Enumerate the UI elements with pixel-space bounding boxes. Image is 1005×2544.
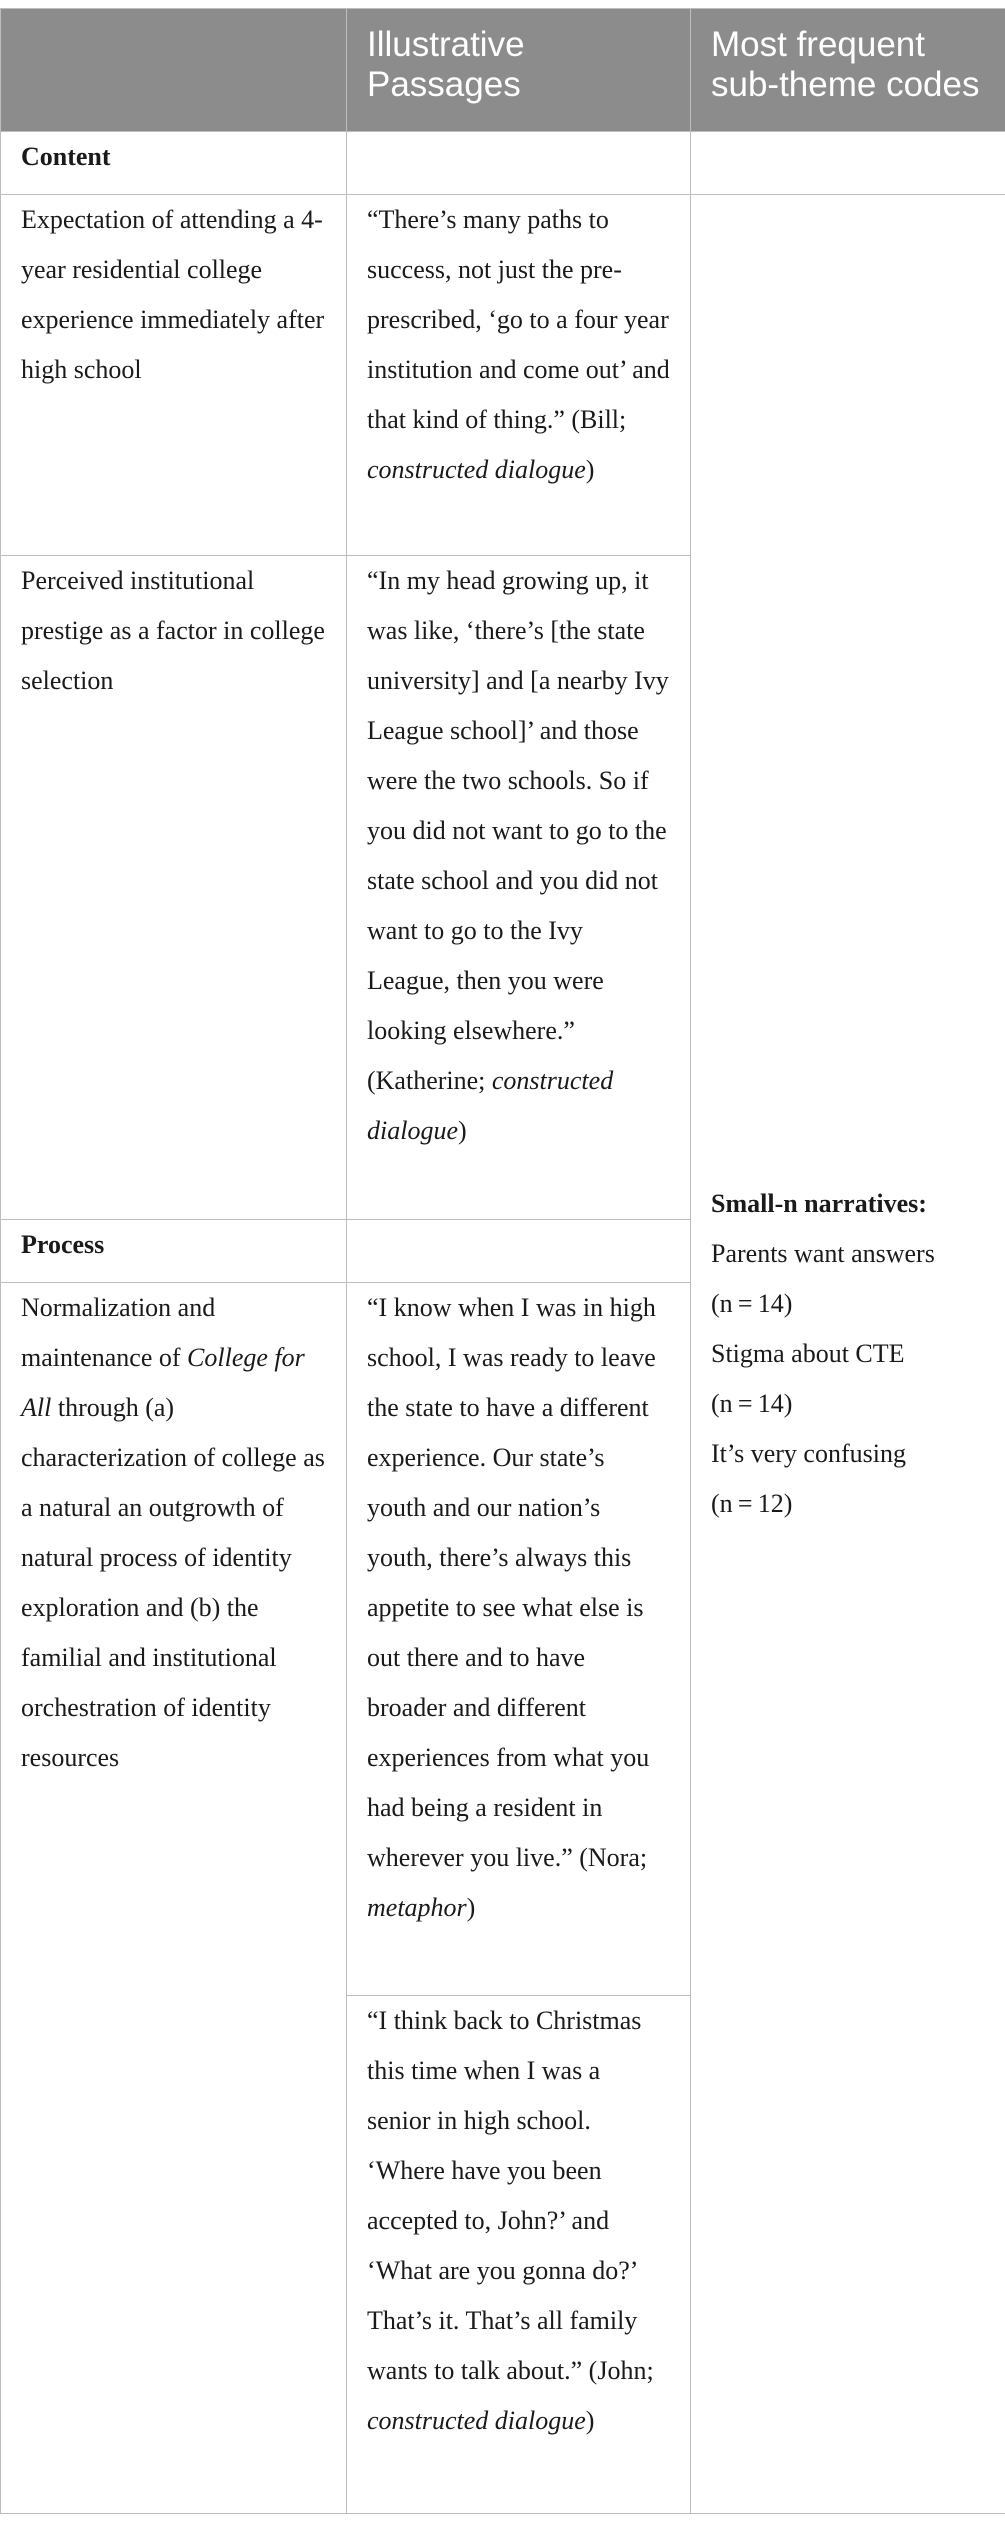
summary-item-count: (n = 14) bbox=[711, 1289, 793, 1318]
passage-text: “In my head growing up, it was like, ‘there’s [the state university] and [a nearby Ivy League school]’ and those were the two schools. So if you did not want to go to the state school and you did not want to go to the Ivy League, then you were looking elsewhere.” (Katherine; bbox=[367, 566, 669, 1095]
passage-cell: “I think back to Christmas this time when I was a senior in high school. ‘Where have you been accepted to, John?’ and ‘What are you gonna do?’ That’s it. That’s all family wants to talk about.” (John; constructed dialogue) bbox=[347, 1996, 691, 2514]
code-text: constructed dialogue bbox=[367, 455, 586, 484]
theme-text: Expectation of attending a 4-year residential college experience immediately after high school bbox=[21, 205, 325, 384]
summary-item-label: It’s very confusing bbox=[711, 1439, 906, 1468]
summary-item bbox=[711, 1429, 985, 1529]
passage-text: “I think back to Christmas this time when I was a senior in high school. ‘Where have you been accepted to, John?’ and ‘What are you gonna do?’ That’s it. That’s all family wants to talk about.” (John; bbox=[367, 2006, 654, 2385]
summary-item bbox=[711, 1229, 985, 1329]
theme-cell bbox=[1, 1283, 347, 2514]
passage-text: “There’s many paths to success, not just the pre-prescribed, ‘go to a four year institution and come out’ and that kind of thing.” (Bill; bbox=[367, 205, 670, 434]
passage-cell: “I know when I was in high school, I was ready to leave the state to have a different experience. Our state’s youth and our nation’s youth, there’s always this appetite to see what else is out there and to have broader and different experiences from what you had being a resident in wherever you live.” (Nora; metaphor) bbox=[347, 1283, 691, 1996]
header-codes: Most frequent sub-theme codes bbox=[691, 9, 1005, 132]
code-text: constructed dialogue bbox=[367, 2406, 586, 2435]
header-passages: Illustrative Passages bbox=[347, 9, 691, 132]
theme-text: through (a) characterization of college as a natural an outgrowth of natural process of identity exploration and (b) the familial and institutional orchestration of identity resources bbox=[21, 1393, 325, 1772]
summary-item-label: Stigma about CTE bbox=[711, 1339, 905, 1368]
theme-text: Normalization and maintenance of bbox=[21, 1293, 216, 1372]
empty-cell bbox=[347, 1220, 691, 1283]
summary-item-label: Parents want answers bbox=[711, 1239, 935, 1268]
summary-item-count: (n = 12) bbox=[711, 1489, 793, 1518]
summary-item-count: (n = 14) bbox=[711, 1389, 793, 1418]
themes-table bbox=[0, 8, 1005, 2514]
theme-text: Perceived institutional prestige as a factor in college selection bbox=[21, 566, 325, 695]
code-text: constructed dialogue bbox=[367, 1066, 614, 1145]
passage-text: “I know when I was in high school, I was ready to leave the state to have a different experience. Our state’s youth and our nation’s youth, there’s always this appetite to see what else is out there and to have broader and different experiences from what you had being a resident in wherever you live.” (Nora; bbox=[367, 1293, 656, 1872]
header-theme bbox=[1, 9, 347, 132]
passage-cell: “In my head growing up, it was like, ‘there’s [the state university] and [a nearby Ivy League school]’ and those were the two schools. So if you did not want to go to the state school and you did not want to go to the Ivy League, then you were looking elsewhere.” (Katherine; constructed dialogue) bbox=[347, 556, 691, 1220]
section-label-content: Content bbox=[1, 132, 347, 195]
header-row bbox=[1, 9, 1005, 132]
summary-item bbox=[711, 1329, 985, 1429]
passage-cell: “There’s many paths to success, not just the pre-prescribed, ‘go to a four year institution and come out’ and that kind of thing.” (Bill; constructed dialogue) bbox=[347, 195, 691, 556]
theme-cell bbox=[1, 195, 347, 556]
section-label-process: Process bbox=[1, 1220, 347, 1283]
code-text: metaphor bbox=[367, 1893, 467, 1922]
summary-heading: Small-n narratives: bbox=[711, 1189, 927, 1218]
empty-cell bbox=[691, 132, 1005, 195]
table-row bbox=[1, 195, 1005, 556]
section-row-content bbox=[1, 132, 1005, 195]
theme-italic-text: College for All bbox=[21, 1343, 305, 1422]
empty-cell bbox=[347, 132, 691, 195]
theme-cell bbox=[1, 556, 347, 1220]
summary-cell bbox=[691, 195, 1005, 2514]
